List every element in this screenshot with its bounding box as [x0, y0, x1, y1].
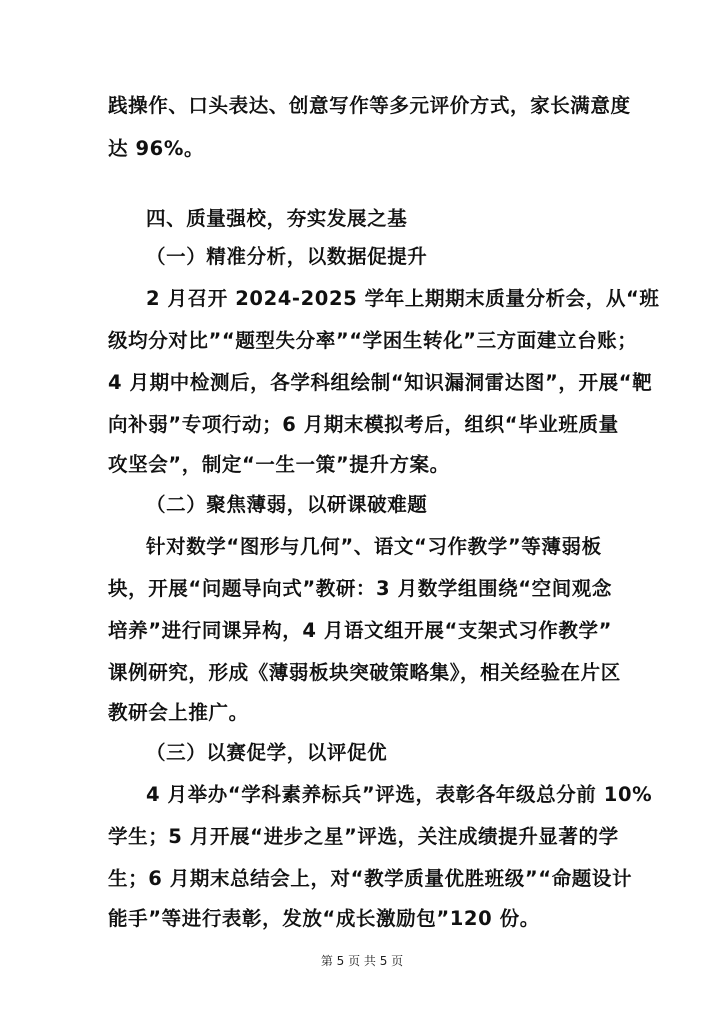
paragraph-line: 4 月举办“学科素养标兵”评选，表彰各年级总分前 10%: [146, 783, 653, 806]
paragraph-line: 践操作、口头表达、创意写作等多元评价方式，家长满意度: [108, 94, 631, 117]
section-heading: 四、质量强校，夯实发展之基: [146, 207, 408, 230]
paragraph-line: 攻坚会”，制定“一生一策”提升方案。: [108, 453, 450, 476]
paragraph-line: 学生；5 月开展“进步之星”评选，关注成绩提升显著的学: [108, 825, 619, 848]
paragraph-line: 向补弱”专项行动；6 月期末模拟考后，组织“毕业班质量: [108, 413, 619, 436]
paragraph-line: 能手”等进行表彰，发放“成长激励包”120 份。: [108, 907, 540, 930]
subsection-heading: （二）聚焦薄弱，以研课破难题: [146, 493, 428, 516]
paragraph-line: 针对数学“图形与几何”、语文“习作教学”等薄弱板: [146, 535, 602, 558]
paragraph-line: 块，开展“问题导向式”教研：3 月数学组围绕“空间观念: [108, 577, 613, 600]
paragraph-line: 2 月召开 2024-2025 学年上期期末质量分析会，从“班: [146, 287, 660, 310]
paragraph-line: 教研会上推广。: [108, 701, 249, 724]
paragraph-line: 4 月期中检测后，各学科组绘制“知识漏洞雷达图”，开展“靶: [108, 371, 653, 394]
paragraph-line: 达 96%。: [108, 137, 205, 160]
page-number-footer: 第 5 页 共 5 页: [320, 954, 404, 968]
paragraph-line: 培养”进行同课异构，4 月语文组开展“支架式习作教学”: [108, 619, 613, 642]
paragraph-line: 课例研究，形成《薄弱板块突破策略集》，相关经验在片区: [108, 661, 621, 684]
subsection-heading: （三）以赛促学，以评促优: [146, 741, 388, 764]
paragraph-line: 生；6 月期末总结会上，对“教学质量优胜班级”“命题设计: [108, 867, 633, 890]
paragraph-line: 级均分对比”“题型失分率”“学困生转化”三方面建立台账；: [108, 329, 638, 352]
subsection-heading: （一）精准分析，以数据促提升: [146, 245, 428, 268]
